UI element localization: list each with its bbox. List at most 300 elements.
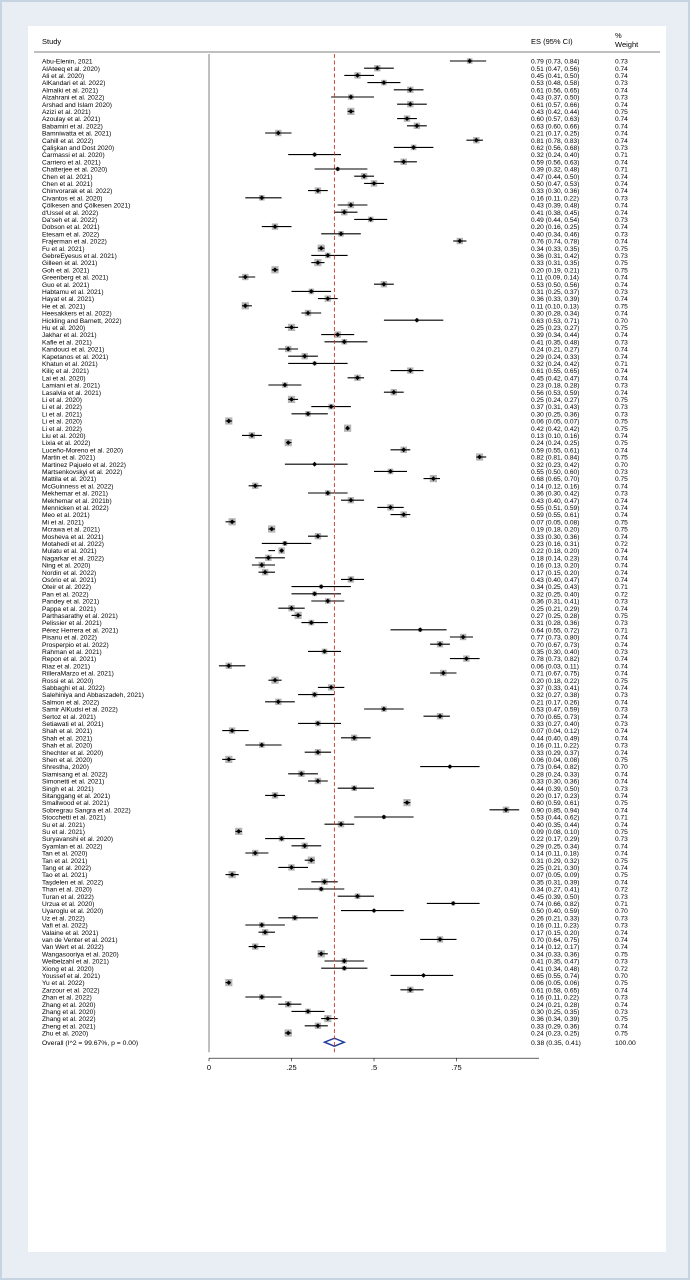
weight-text: 0.73 [615, 893, 628, 901]
es-ci-text: 0.73 (0.64, 0.82) [531, 764, 580, 772]
es-ci-text: 0.45 (0.41, 0.50) [531, 73, 580, 80]
es-ci-text: 0.40 (0.35, 0.44) [531, 821, 580, 829]
study-row [42, 641, 628, 649]
weight-text: 0.72 [615, 886, 628, 894]
study-row [42, 612, 628, 620]
weight-text: 0.74 [615, 346, 628, 354]
weight-text: 0.73 [615, 289, 628, 296]
weight-text: 0.74 [615, 533, 628, 541]
es-ci-text: 0.34 (0.27, 0.41) [531, 886, 580, 894]
x-tick-label: 0 [206, 1063, 212, 1073]
weight-text: 0.74 [615, 512, 628, 520]
study-row [42, 649, 628, 656]
study-label: Civantos et al. 2020) [42, 195, 103, 203]
study-label: Osório et al. 2021) [42, 577, 97, 584]
es-ci-text: 0.09 (0.08, 0.10) [531, 829, 580, 836]
study-label: Van Wert et al. 2022) [42, 944, 104, 952]
weight-text: 0.75 [615, 1016, 628, 1024]
weight-text: 0.74 [615, 850, 628, 858]
es-ci-text: 0.25 (0.21, 0.30) [531, 865, 580, 872]
es-ci-text: 0.45 (0.39, 0.50) [531, 893, 580, 901]
study-label: Mosheva et al. 2021) [42, 533, 104, 541]
study-label: Guo et al. 2021) [42, 281, 90, 289]
es-ci-text: 0.36 (0.34, 0.39) [531, 1016, 580, 1024]
weight-text: 0.70 [615, 764, 628, 772]
es-ci-text: 0.21 (0.17, 0.26) [531, 699, 580, 707]
weight-text: 0.74 [615, 238, 628, 246]
study-row [42, 901, 628, 908]
study-label: Setiawati et al. 2021) [42, 721, 104, 728]
weight-text: 0.75 [615, 757, 628, 764]
weight-text: 0.74 [615, 670, 628, 678]
study-label: Mattila et al. 2021) [42, 476, 97, 484]
weight-text: 0.71 [615, 166, 628, 174]
study-row [42, 627, 628, 634]
study-row [42, 1001, 628, 1009]
weight-text: 0.75 [615, 829, 628, 836]
es-ci-text: 0.60 (0.59, 0.61) [531, 800, 580, 808]
es-ci-text: 0.24 (0.21, 0.28) [531, 1001, 580, 1009]
study-label: Mcrawa et al. 2021) [42, 526, 100, 534]
study-row [42, 331, 628, 339]
es-ci-text: 0.24 (0.24, 0.25) [531, 440, 580, 448]
weight-text: 0.74 [615, 505, 628, 512]
study-row [42, 929, 628, 937]
study-label: Lamiani et al. 2021) [42, 382, 100, 390]
es-ci-text: 0.39 (0.34, 0.44) [531, 332, 580, 340]
study-row [42, 533, 628, 541]
study-label: Tan et al. 2020) [42, 850, 88, 858]
weight-text: 0.74 [615, 807, 628, 815]
study-row [42, 417, 628, 425]
study-label: Turan et al. 2022) [42, 893, 94, 901]
study-row [42, 187, 628, 195]
es-ci-text: 0.31 (0.29, 0.32) [531, 857, 580, 865]
weight-text: 0.74 [615, 130, 628, 138]
study-label: Rahman et al. 2021) [42, 649, 102, 656]
study-row [42, 223, 628, 231]
study-row [42, 259, 628, 267]
es-ci-text: 0.76 (0.74, 0.78) [531, 238, 580, 246]
es-ci-text: 0.34 (0.33, 0.36) [531, 951, 580, 959]
study-row [42, 908, 628, 915]
study-row [42, 799, 628, 807]
weight-text: 0.75 [615, 260, 628, 268]
study-label: Riaz et al. 2021) [42, 663, 91, 671]
study-label: Chen et al. 2021) [42, 173, 93, 181]
study-label: GebreEyesus et al. 2021) [42, 253, 117, 260]
es-ci-text: 0.30 (0.25, 0.36) [531, 411, 580, 419]
es-ci-text: 0.29 (0.24, 0.33) [531, 353, 580, 361]
study-row [42, 137, 628, 145]
study-label: Habtamu et al. 2021) [42, 289, 104, 296]
weight-text: 0.74 [615, 656, 628, 664]
weight-text: 0.75 [615, 440, 628, 448]
study-label: Nordin et al. 2022) [42, 569, 97, 577]
weight-text: 0.75 [615, 454, 628, 462]
es-ci-text: 0.40 (0.34, 0.46) [531, 231, 580, 239]
study-row [42, 353, 628, 361]
study-label: Mennicken et al. 2022) [42, 505, 109, 512]
study-row [42, 504, 628, 512]
weight-text: 0.75 [615, 857, 628, 865]
es-ci-text: 0.21 (0.17, 0.25) [531, 130, 580, 138]
study-row [42, 749, 628, 757]
x-axis [207, 1058, 539, 1072]
es-ci-text: 0.53 (0.44, 0.62) [531, 814, 580, 822]
weight-text: 0.72 [615, 965, 628, 973]
es-ci-text: 0.24 (0.23, 0.25) [531, 1030, 580, 1038]
weight-text: 0.74 [615, 577, 628, 584]
es-ci-text: 0.55 (0.51, 0.59) [531, 505, 580, 512]
study-label: Hayat et al. 2021) [42, 296, 95, 304]
study-label: Martin et al. 2021) [42, 454, 96, 462]
study-label: Cahill et al. 2022) [42, 137, 94, 145]
study-label: Urzua et al. 2020) [42, 901, 95, 908]
study-label: Carmassi et al. 2020) [42, 152, 105, 160]
study-row [42, 266, 628, 274]
study-label: Singh et al. 2021) [42, 785, 94, 793]
es-ci-text: 0.33 (0.29, 0.36) [531, 1023, 580, 1031]
study-row [42, 857, 628, 865]
weight-text: 0.73 [615, 785, 628, 793]
weight-text: 0.70 [615, 973, 628, 980]
weight-text: 0.73 [615, 915, 628, 923]
study-label: Dobson et al. 2021) [42, 224, 100, 232]
study-label: Zhang et al. 2020) [42, 1009, 96, 1016]
study-label: Hickling and Barnett, 2022) [42, 317, 122, 325]
study-label: Rossi et al. 2020) [42, 677, 94, 685]
study-row [42, 764, 628, 771]
es-ci-text: 0.77 (0.73, 0.80) [531, 634, 580, 642]
weight-text: 0.74 [615, 937, 628, 944]
weight-text: 0.70 [615, 461, 628, 469]
study-label: Parthasarathy et al. 2021) [42, 613, 118, 620]
study-label: McGuinness et al. 2022) [42, 483, 114, 491]
study-label: Uz et al. 2022) [42, 915, 85, 923]
es-ci-text: 0.25 (0.24, 0.27) [531, 397, 580, 404]
es-ci-text: 0.90 (0.85, 0.94) [531, 807, 580, 815]
study-row [42, 843, 628, 851]
weight-text: 0.74 [615, 310, 628, 318]
es-ci-text: 0.20 (0.19, 0.21) [531, 267, 580, 275]
study-row [42, 620, 628, 627]
study-label: Suryavanshi et al. 2020) [42, 836, 114, 844]
forest-plot [28, 26, 666, 1252]
study-row [42, 735, 628, 743]
study-label: Stocchetti et al. 2021) [42, 814, 106, 822]
weight-text: 0.73 [615, 339, 628, 347]
weight-text: 0.74 [615, 353, 628, 361]
weight-text: 0.75 [615, 418, 628, 426]
study-row [42, 943, 628, 951]
es-ci-text: 0.22 (0.18, 0.20) [531, 548, 580, 556]
study-row [42, 828, 628, 836]
study-label: Smallwood et al. 2021) [42, 800, 110, 808]
weight-text: 0.73 [615, 649, 628, 656]
study-label: Chinvorarak et al. 2022) [42, 188, 113, 196]
study-label: Chen et al. 2021) [42, 181, 93, 188]
weight-text: 0.73 [615, 836, 628, 844]
study-row [42, 936, 628, 944]
weight-text: 0.73 [615, 742, 628, 750]
study-row [42, 238, 628, 246]
study-label: Gilleen et al. 2021) [42, 260, 98, 268]
study-row [42, 453, 628, 461]
es-ci-text: 0.56 (0.53, 0.59) [531, 389, 580, 397]
es-ci-text: 0.07 (0.05, 0.08) [531, 519, 580, 527]
es-ci-text: 0.13 (0.10, 0.16) [531, 433, 580, 440]
study-row [42, 87, 628, 95]
study-row [42, 404, 628, 411]
es-ci-text: 0.23 (0.18, 0.28) [531, 382, 580, 390]
study-label: Liu et al. 2020) [42, 433, 86, 440]
study-label: Martinez Pajuelo et al. 2022) [42, 461, 126, 469]
study-label: Motahedi et al. 2022) [42, 541, 104, 548]
study-row [42, 584, 628, 591]
study-label: Da'seh et al. 2022) [42, 217, 98, 224]
study-label: AlAteeq et al. 2020) [42, 65, 100, 73]
es-ci-text: 0.22 (0.17, 0.29) [531, 836, 580, 844]
es-ci-text: 0.17 (0.15, 0.20) [531, 569, 580, 577]
study-label: Shrestha, 2020) [42, 764, 89, 772]
weight-text: 0.74 [615, 65, 628, 73]
weight-text: 0.75 [615, 425, 628, 433]
study-row [42, 807, 628, 815]
es-ci-text: 0.70 (0.65, 0.73) [531, 713, 580, 721]
study-row [42, 569, 628, 577]
weight-text: 0.71 [615, 152, 628, 160]
es-ci-text: 0.50 (0.40, 0.59) [531, 908, 580, 916]
study-row [42, 699, 628, 707]
es-ci-text: 0.06 (0.04, 0.08) [531, 757, 580, 764]
study-row [42, 547, 628, 555]
point-estimate [415, 318, 420, 323]
es-ci-text: 0.30 (0.28, 0.34) [531, 310, 580, 318]
es-ci-text: 0.32 (0.23, 0.42) [531, 461, 580, 469]
weight-text: 0.74 [615, 159, 628, 167]
weight-text: 0.74 [615, 944, 628, 952]
study-label: Prosperpio et al. 2022) [42, 641, 109, 649]
study-label: Than et al. 2020) [42, 886, 92, 894]
study-label: Tan et al. 2021) [42, 857, 88, 865]
study-row [42, 483, 628, 491]
study-row [42, 706, 628, 713]
es-ci-text: 0.35 (0.31, 0.39) [531, 879, 580, 887]
study-row [42, 217, 628, 224]
study-row [42, 994, 628, 1001]
weight-text: 0.75 [615, 109, 628, 116]
study-label: Goh et al. 2021) [42, 267, 90, 275]
study-label: Sitanggang et al. 2021) [42, 793, 111, 800]
study-row [42, 518, 628, 526]
study-label: Martsenkovskyi et al. 2022) [42, 469, 123, 476]
weight-text: 0.71 [615, 814, 628, 822]
study-row [42, 289, 628, 296]
es-ci-text: 0.59 (0.55, 0.61) [531, 512, 580, 520]
study-label: Bamniwatta et al. 2021) [42, 130, 112, 138]
weight-text: 0.74 [615, 181, 628, 188]
study-row [42, 605, 628, 613]
study-row [42, 58, 628, 65]
study-label: Mekhemar et al. 2021) [42, 490, 108, 498]
study-label: Tao et al. 2021) [42, 872, 88, 880]
study-label: Abu-Elenin, 2021 [42, 58, 93, 66]
study-row [42, 94, 628, 101]
es-ci-text: 0.41 (0.35, 0.48) [531, 339, 580, 347]
study-row [42, 1029, 628, 1037]
weight-text: 0.73 [615, 721, 628, 728]
study-row [42, 115, 628, 123]
study-row [42, 973, 628, 980]
es-ci-text: 0.39 (0.32, 0.48) [531, 166, 580, 174]
es-ci-text: 0.65 (0.55, 0.74) [531, 973, 580, 980]
es-ci-text: 0.34 (0.33, 0.35) [531, 245, 580, 253]
study-label: Pelissier et al. 2021) [42, 620, 102, 628]
es-ci-text: 0.60 (0.57, 0.63) [531, 116, 580, 124]
study-row [42, 302, 628, 310]
study-row [42, 771, 628, 779]
weight-text: 0.74 [615, 778, 628, 786]
weight-text: 0.74 [615, 929, 628, 937]
weight-text: 0.75 [615, 245, 628, 253]
study-row [42, 411, 628, 418]
study-label: Uyaroglu et al. 2020) [42, 908, 104, 916]
weight-text: 0.74 [615, 73, 628, 80]
study-label: Repon et al. 2021) [42, 656, 97, 664]
study-row [42, 525, 628, 533]
es-ci-text: 0.43 (0.42, 0.44) [531, 109, 580, 116]
study-label: van de Venter et al. 2021) [42, 937, 118, 944]
es-ci-text: 0.16 (0.13, 0.20) [531, 562, 580, 570]
study-row [42, 72, 628, 80]
weight-text: 0.74 [615, 641, 628, 649]
header-es: ES (95% CI) [531, 37, 573, 46]
es-ci-text: 0.16 (0.11, 0.22) [531, 742, 579, 750]
weight-text: 0.73 [615, 411, 628, 419]
weight-text: 0.75 [615, 872, 628, 880]
study-label: Carriero et al. 2021) [42, 159, 101, 167]
study-label: Azoulay et al. 2021) [42, 116, 101, 124]
es-ci-text: 0.37 (0.31, 0.43) [531, 404, 580, 412]
es-ci-text: 0.20 (0.16, 0.25) [531, 224, 580, 232]
study-label: Alzahrani et al. 2022) [42, 94, 105, 102]
study-row [42, 836, 628, 843]
es-ci-text: 0.82 (0.81, 0.84) [531, 454, 580, 462]
study-row [42, 439, 628, 447]
weight-text: 0.74 [615, 202, 628, 210]
study-row [42, 475, 628, 483]
study-row [42, 677, 628, 685]
es-ci-text: 0.11 (0.09, 0.14) [531, 274, 579, 282]
study-label: Meo et al. 2021) [42, 512, 90, 520]
study-label: AlKandari et al. 2022) [42, 80, 106, 88]
study-label: He et al. 2021) [42, 303, 86, 311]
weight-text: 0.71 [615, 584, 628, 592]
es-ci-text: 0.61 (0.58, 0.65) [531, 987, 580, 995]
study-row [42, 396, 628, 404]
es-ci-text: 0.32 (0.24, 0.40) [531, 152, 580, 160]
es-ci-text: 0.36 (0.31, 0.41) [531, 598, 580, 606]
weight-text: 0.73 [615, 94, 628, 102]
study-row [42, 815, 628, 822]
es-ci-text: 0.14 (0.12, 0.16) [531, 483, 580, 491]
study-row [42, 850, 628, 858]
study-label: Zheng et al. 2021) [42, 1023, 96, 1031]
es-ci-text: 0.19 (0.18, 0.20) [531, 526, 580, 534]
weight-text: 0.73 [615, 490, 628, 498]
es-ci-text: 0.28 (0.24, 0.33) [531, 771, 580, 779]
weight-text: 0.71 [615, 361, 628, 368]
study-row [42, 756, 628, 764]
study-label: Pérez Herrera et al. 2021) [42, 627, 119, 635]
weight-text: 0.73 [615, 1009, 628, 1016]
weight-text: 0.75 [615, 519, 628, 527]
study-row [42, 167, 628, 174]
header-weight-pct: % [615, 31, 622, 40]
es-ci-text: 0.14 (0.11, 0.18) [531, 850, 579, 858]
study-row [42, 785, 628, 792]
study-row [42, 65, 628, 73]
weight-text: 0.73 [615, 217, 628, 224]
weight-text: 0.74 [615, 771, 628, 779]
es-ci-text: 0.29 (0.25, 0.34) [531, 843, 580, 851]
study-row [42, 915, 628, 922]
es-ci-text: 0.45 (0.42, 0.47) [531, 375, 580, 383]
study-label: Jakhar et al. 2021) [42, 332, 97, 340]
weight-text: 0.75 [615, 325, 628, 332]
weight-text: 0.75 [615, 267, 628, 275]
weight-text: 0.74 [615, 123, 628, 131]
study-label: Sertoz et al. 2021) [42, 713, 96, 721]
study-label: Frajerman et al. 2022) [42, 238, 107, 246]
weight-text: 0.70 [615, 317, 628, 325]
study-row [42, 576, 628, 584]
weight-text: 0.73 [615, 253, 628, 260]
weight-text: 0.75 [615, 526, 628, 534]
es-ci-text: 0.74 (0.66, 0.82) [531, 901, 580, 908]
weight-text: 0.74 [615, 843, 628, 851]
study-label: Çalişkan and Dost 2020) [42, 145, 115, 152]
study-row [42, 987, 628, 995]
study-label: Pandey et al. 2021) [42, 598, 100, 606]
es-ci-text: 0.33 (0.31, 0.35) [531, 260, 580, 268]
study-row [42, 778, 628, 786]
study-row [42, 324, 628, 332]
weight-text: 0.74 [615, 699, 628, 707]
forest-plot-panel [28, 26, 666, 1252]
es-ci-text: 0.18 (0.14, 0.23) [531, 555, 580, 563]
study-row [42, 871, 628, 879]
study-label: Azizi et al. 2021) [42, 109, 91, 116]
study-label: Hu et al. 2020) [42, 325, 86, 332]
study-row [42, 209, 628, 217]
es-ci-text: 0.47 (0.44, 0.50) [531, 173, 580, 181]
study-row [42, 721, 628, 728]
study-row [42, 655, 628, 663]
x-tick-label: .5 [370, 1063, 378, 1073]
study-label: Li et al. 2022) [42, 425, 82, 433]
study-row [42, 792, 628, 800]
es-ci-text: 0.68 (0.65, 0.70) [531, 476, 580, 484]
point-estimate [312, 462, 317, 467]
study-row [42, 562, 628, 570]
study-row [42, 425, 628, 433]
study-label: Siamisang et al. 2022) [42, 771, 108, 779]
study-label: Xiong et al. 2020) [42, 965, 94, 973]
point-estimate [448, 764, 453, 769]
study-row [42, 339, 628, 346]
